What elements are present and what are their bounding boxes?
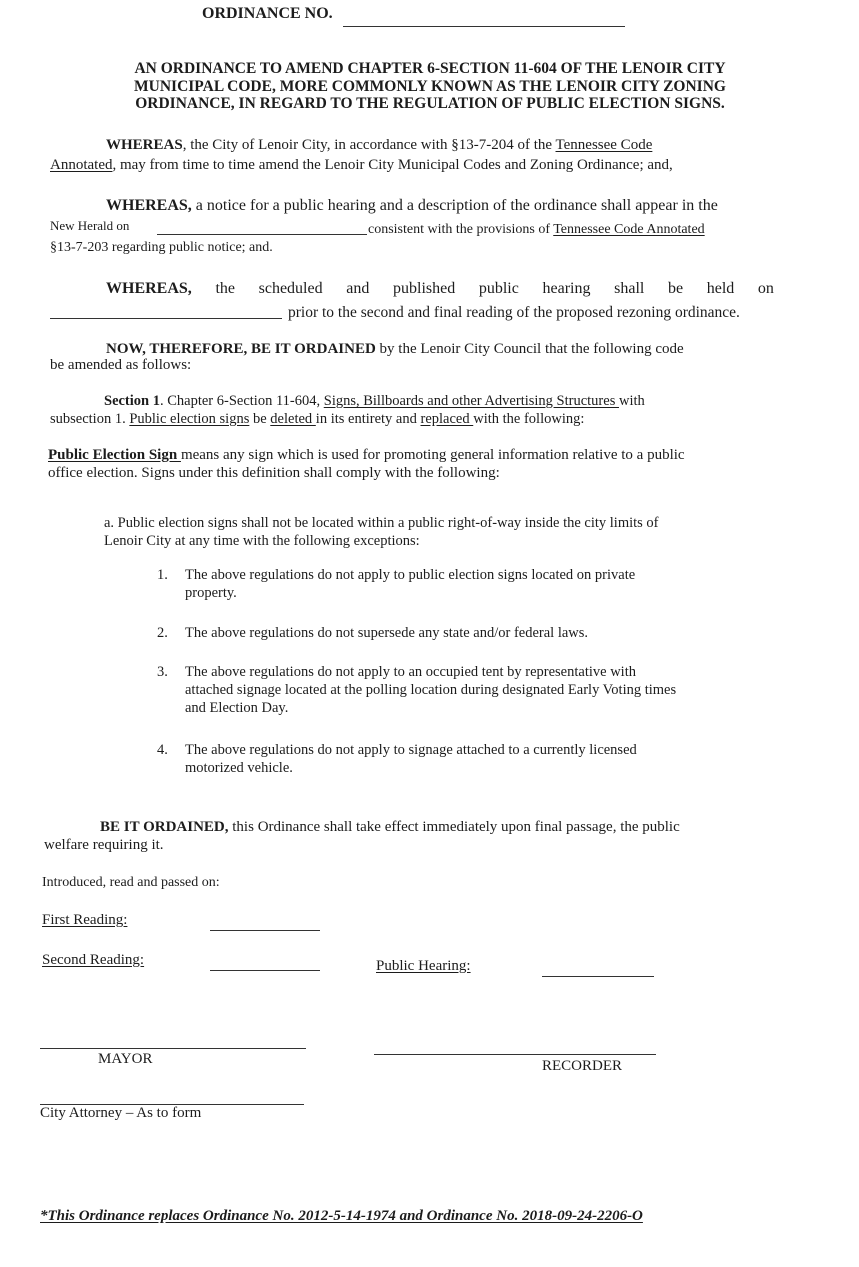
second-reading-label: Second Reading: [42, 952, 145, 968]
exception-item-2: 2. The above regulations do not supersede any state and/or federal laws. [157, 625, 589, 641]
defined-term: Public Election Sign [48, 447, 181, 463]
mayor-signature-line[interactable] [40, 1048, 306, 1049]
be-it-ordained-line-1: BE IT ORDAINED, this Ordinance shall take effect immediately upon final passage, the public [100, 819, 680, 835]
item-a-line-1: a. Public election signs shall not be located within a public right-of-way inside the city limits of [104, 515, 659, 531]
now-therefore-line-1: NOW, THEREFORE, BE IT ORDAINED by the Lenoir City Council that the following code [106, 341, 684, 357]
newspaper-date-blank [157, 234, 367, 235]
recorder-label: RECORDER [542, 1058, 623, 1074]
whereas-1-line-1: WHEREAS, the City of Lenoir City, in accordance with §13-7-204 of the Tennessee Code [106, 137, 653, 153]
ordinance-number-blank [343, 26, 625, 27]
exception-number: 3. [157, 664, 168, 680]
be-it-ordained-line-2: welfare requiring it. [44, 837, 164, 853]
whereas-2-line-2b: consistent with the provisions of Tennessee Code Annotated [368, 222, 705, 237]
second-reading-blank[interactable] [210, 970, 320, 971]
ordinance-number-label: ORDINANCE NO. [202, 5, 333, 22]
tca-link: Tennessee Code [555, 137, 653, 153]
public-hearing-blank[interactable] [542, 976, 654, 977]
whereas-2-line-1: WHEREAS, a notice for a public hearing and a description of the ordinance shall appear in the [106, 197, 718, 214]
title-line-1: AN ORDINANCE TO AMEND CHAPTER 6-SECTION 11-604 OF THE LENOIR CITY [134, 60, 726, 77]
title-line-3: ORDINANCE, IN REGARD TO THE REGULATION OF PUBLIC ELECTION SIGNS. [135, 95, 725, 112]
title-line-2: MUNICIPAL CODE, MORE COMMONLY KNOWN AS THE LENOIR CITY ZONING [134, 77, 726, 95]
introduced-label: Introduced, read and passed on: [42, 875, 220, 890]
whereas-3-line-1: WHEREAS, the scheduled and published public hearing shall be held on [106, 280, 774, 297]
section-1-line-1: Section 1. Chapter 6-Section 11-604, Signs, Billboards and other Advertising Structures with [104, 393, 645, 409]
whereas-3-line-2: prior to the second and final reading of the proposed rezoning ordinance. [288, 304, 740, 321]
public-hearing-label: Public Hearing: [376, 958, 471, 974]
recorder-signature-line[interactable] [374, 1054, 656, 1055]
whereas-2-line-2 [50, 217, 129, 235]
whereas-2-line-3: §13-7-203 regarding public notice; and. [50, 240, 273, 255]
hearing-date-blank [50, 318, 282, 319]
section-1-line-2: subsection 1. Public election signs be deleted in its entirety and replaced with the following: [50, 411, 585, 427]
exception-number: 1. [157, 567, 168, 583]
mayor-label: MAYOR [98, 1051, 153, 1067]
ordinance-title [60, 60, 800, 113]
exception-item-3: 3. The above regulations do not apply to an occupied tent by representative with attached signage located at the polling location during designated Early Voting times and Election Day. [157, 664, 677, 716]
whereas-1-line-2: Annotated, may from time to time amend the Lenoir City Municipal Codes and Zoning Ordinance; and, [50, 157, 673, 173]
definition-line-1: Public Election Sign means any sign which is used for promoting general information relative to a public [48, 447, 685, 463]
signs-billboards-link: Signs, Billboards and other Advertising Structures [323, 393, 619, 409]
definition-line-2: office election. Signs under this definition shall comply with the following: [48, 465, 500, 481]
exception-number: 2. [157, 625, 168, 641]
first-reading-label: First Reading: [42, 912, 128, 928]
exception-number: 4. [157, 742, 168, 758]
whereas-2-lead: WHEREAS, [106, 197, 192, 214]
section-1-lead: Section 1 [104, 393, 160, 409]
first-reading-blank[interactable] [210, 930, 320, 931]
whereas-1-lead: WHEREAS [106, 137, 183, 153]
item-a-line-2: Lenoir City at any time with the following exceptions: [104, 533, 420, 549]
exception-item-1: 1. The above regulations do not apply to public election signs located on private property. [157, 567, 636, 601]
attorney-label: City Attorney – As to form [40, 1105, 202, 1121]
exception-item-4: 4. The above regulations do not apply to signage attached to a currently licensed motorized vehicle. [157, 742, 637, 776]
now-therefore-line-2: be amended as follows: [50, 357, 192, 373]
replacement-footnote: *This Ordinance replaces Ordinance No. 2012-5-14-1974 and Ordinance No. 2018-09-24-2206-O [40, 1208, 643, 1224]
newspaper-label: New Herald on [50, 218, 130, 233]
